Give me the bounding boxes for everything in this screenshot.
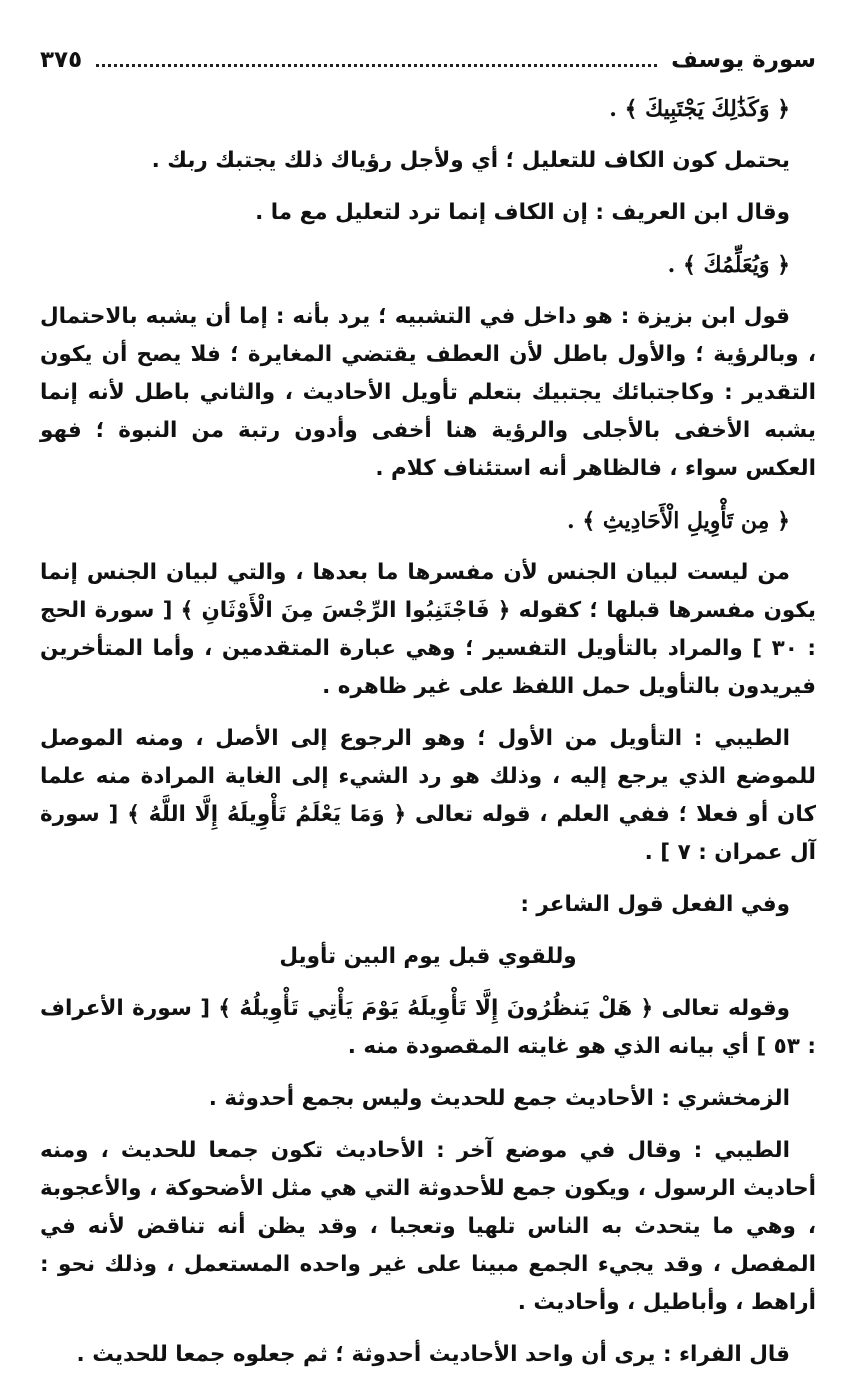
surah-title: سورة يوسف [671,47,816,73]
poetry-verse: وللقوي قبل يوم البين تأويل [279,944,577,969]
header-dotted-leader [96,64,657,67]
paragraph: يحتمل كون الكاف للتعليل ؛ أي ولأجل رؤياك ذلك يجتبك ربك . [151,148,790,173]
body-text [40,90,816,1374]
paragraph: الزمخشري : الأحاديث جمع للحديث وليس بجمع أحدوثة . [208,1086,790,1111]
paragraph: من ليست لبيان الجنس لأن مفسرها ما بعدها ، والتي لبيان الجنس إنما يكون مفسرها قبلها ؛ كقوله ﴿ فَاجْتَنِبُوا الرِّجْسَ مِنَ الْأَوْثَانِ ﴾ [ سورة الحج : ٣٠ ] والمراد بالتأويل التفسير ؛ وهي عبارة المتقدمين ، وأما المتأخرين فيريدون بالتأويل حمل اللفظ على غير ظاهره . [40,560,816,699]
paragraph: الطيبي : التأويل من الأول ؛ وهو الرجوع إلى الأصل ، ومنه الموصل للموضع الذي يرجع إليه ، وذلك هو رد الشيء إلى الغاية المرادة منه علما كان أو فعلا ؛ ففي العلم ، قوله تعالى ﴿ وَمَا يَعْلَمُ تَأْوِيلَهُ إِلَّا اللَّهُ ﴾ [ سورة آل عمران : ٧ ] . [40,726,816,865]
page [40,40,816,1388]
quran-quote: ﴿ وَكَذَٰلِكَ يَجْتَبِيكَ ﴾ . [609,96,790,122]
paragraph: قال الفراء : يرى أن واحد الأحاديث أحدوثة ؛ ثم جعلوه جمعا للحديث . [76,1342,790,1367]
paragraph: الطيبي : وقال في موضع آخر : الأحاديث تكون جمعا للحديث ، ومنه أحاديث الرسول ، ويكون جمع للأحدوثة التي هي مثل الأضحوكة ، والأعجوبة ، وهي ما يتحدث به الناس تلهيا وتعجبا ، وقد يظن أنه تناقض لأنه في المفصل ، وقد يجيء الجمع مبينا على غير واحده المستعمل ، وذلك نحو : أراهط ، وأباطيل ، وأحاديث . [40,1138,816,1315]
page-number: ٣٧٥ [40,47,83,73]
quran-quote: ﴿ مِن تَأْوِيلِ الْأَحَادِيثِ ﴾ . [567,508,790,534]
paragraph: وقوله تعالى ﴿ هَلْ يَنظُرُونَ إِلَّا تَأْوِيلَهُ يَوْمَ يَأْتِي تَأْوِيلُهُ ﴾ [ سورة الأعراف : ٥٣ ] أي بيانه الذي هو غايته المقصودة منه . [40,996,816,1059]
quran-quote: ﴿ وَيُعَلِّمُكَ ﴾ . [667,252,790,278]
paragraph: وقال ابن العريف : إن الكاف إنما ترد لتعليل مع ما . [255,200,790,225]
paragraph: قول ابن بزيزة : هو داخل في التشبيه ؛ يرد بأنه : إما أن يشبه بالاحتمال ، وبالرؤية ؛ والأول باطل لأن العطف يقتضي المغايرة ؛ فلا يصح أن يكون التقدير : وكاجتبائك يجتبيك بتعلم تأويل الأحاديث ، والثاني باطل لأنه إنما يشبه الأخفى بالأجلى والرؤية هنا أخفى وأدون رتبة من النبوة ؛ فهو العكس سواء ، فالظاهر أنه استئناف كلام . [40,304,816,481]
running-header [40,40,816,80]
paragraph: وفي الفعل قول الشاعر : [520,892,790,917]
